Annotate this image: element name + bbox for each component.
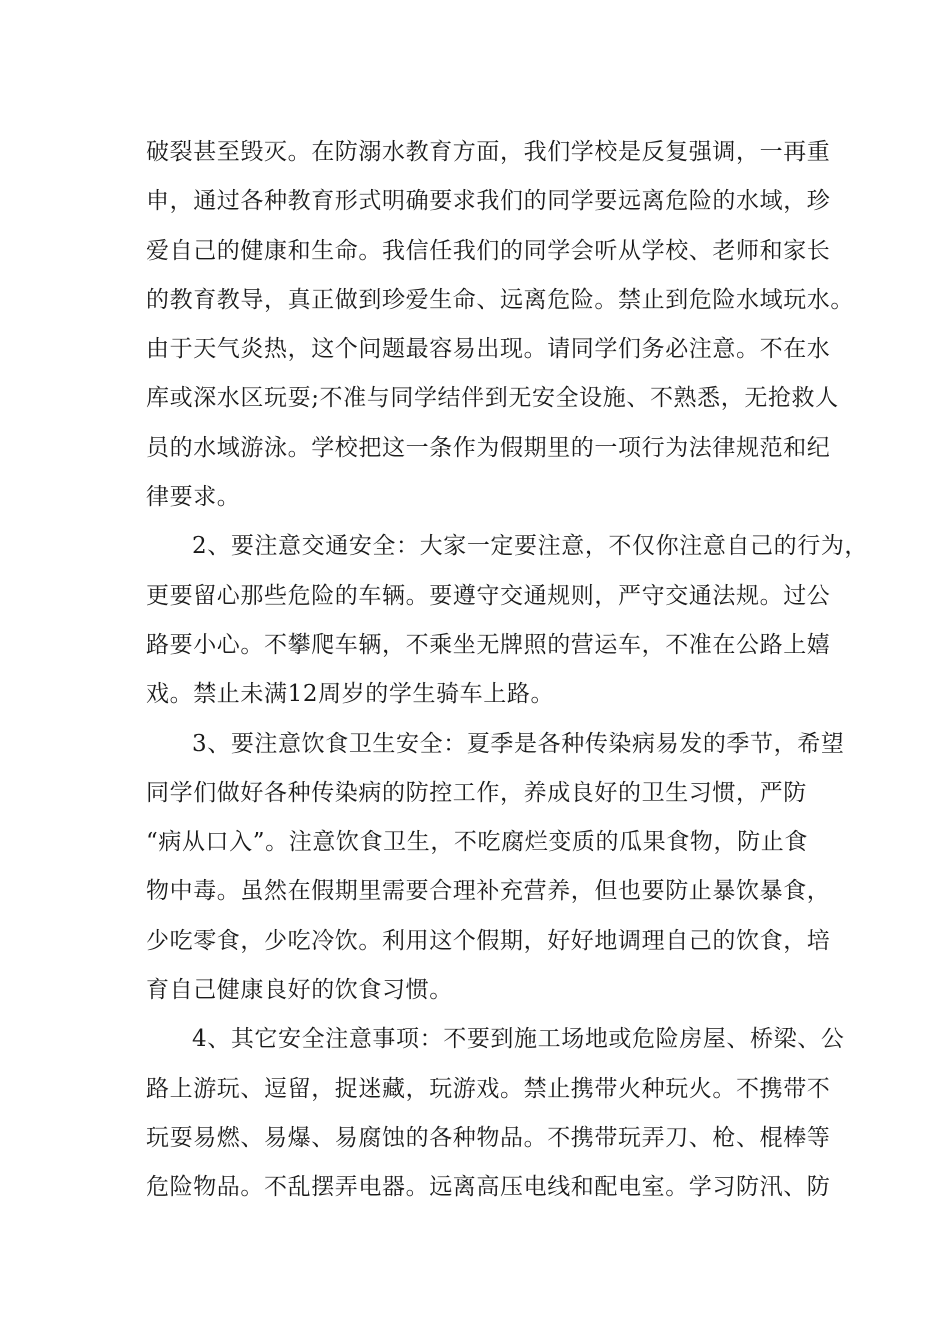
text-line: 破裂甚至毁灭。在防溺水教育方面，我们学校是反复强调，一再重 (146, 139, 831, 165)
document-body (146, 128, 869, 1213)
text-line: 库或深水区玩耍;不准与同学结伴到无安全设施、不熟悉，无抢救人 (146, 385, 839, 412)
text-line: 物中毒。虽然在假期里需要合理补充营养，但也要防止暴饮暴食， (146, 878, 831, 905)
text-line: 路要小心。不攀爬车辆，不乘坐无牌照的营运车，不准在公路上嬉 (146, 631, 831, 658)
paragraph-start-traffic-safety: 2、要注意交通安全：大家一定要注意，不仅你注意自己的行为， (192, 533, 869, 560)
text-line: 危险物品。不乱摆弄电器。远离高压电线和配电室。学习防汛、防 (146, 1174, 831, 1201)
paragraph-start-other-safety: 4、其它安全注意事项：不要到施工场地或危险房屋、桥梁、公 (192, 1026, 845, 1053)
text-line: 由于天气炎热，这个问题最容易出现。请同学们务必注意。不在水 (146, 336, 831, 363)
text-line: 的教育教导，真正做到珍爱生命、远离危险。禁止到危险水域玩水。 (146, 286, 854, 313)
text-line: 少吃零食，少吃冷饮。利用这个假期，好好地调理自己的饮食，培 (146, 927, 831, 954)
text-line: 律要求。 (146, 484, 241, 511)
text-line: 同学们做好各种传染病的防控工作，养成良好的卫生习惯，严防 (146, 779, 807, 806)
text-line: 育自己健康良好的饮食习惯。 (146, 977, 453, 1004)
text-line: 申，通过各种教育形式明确要求我们的同学要远离危险的水域，珍 (146, 188, 831, 215)
text-line: 路上游玩、逗留，捉迷藏，玩游戏。禁止携带火种玩火。不携带不 (146, 1075, 831, 1102)
text-line: “病从口入”。注意饮食卫生，不吃腐烂变质的瓜果食物，防止食 (146, 829, 808, 856)
text-line: 玩耍易燃、易爆、易腐蚀的各种物品。不携带玩弄刀、枪、棍棒等 (146, 1124, 831, 1151)
text-line: 爱自己的健康和生命。我信任我们的同学会听从学校、老师和家长 (146, 237, 831, 264)
text-line: 员的水域游泳。学校把这一条作为假期里的一项行为法律规范和纪 (146, 434, 831, 461)
paragraph-start-food-safety: 3、要注意饮食卫生安全：夏季是各种传染病易发的季节，希望 (192, 730, 845, 757)
text-line: 戏。禁止未满12周岁的学生骑车上路。 (146, 681, 555, 708)
text-line: 更要留心那些危险的车辆。要遵守交通规则，严守交通法规。过公 (146, 582, 831, 609)
